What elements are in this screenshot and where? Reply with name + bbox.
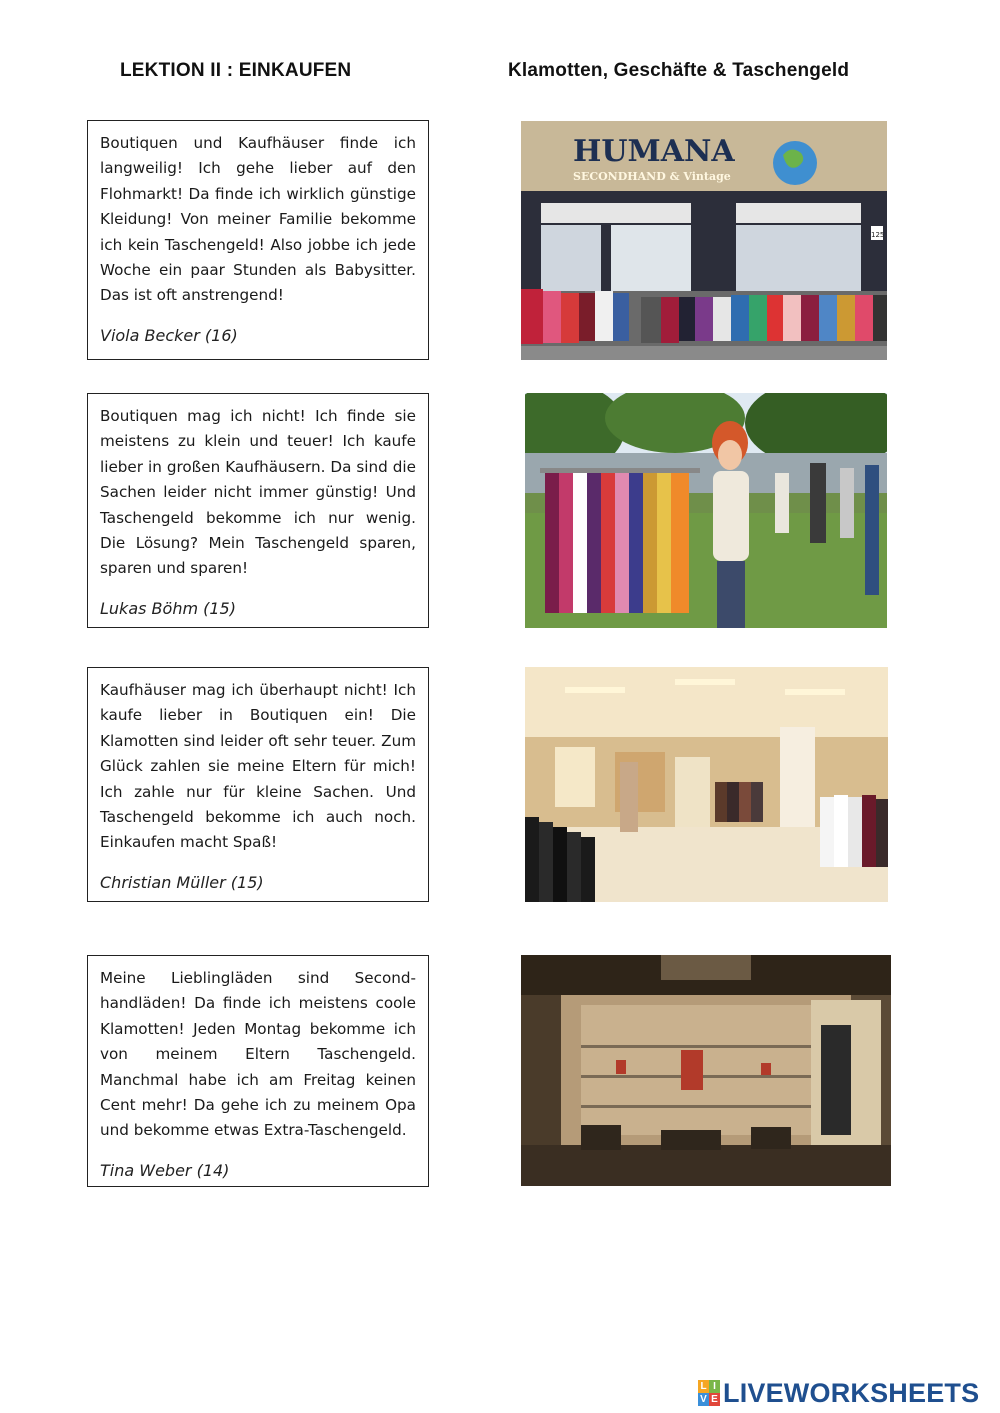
brand-text: LIVEWORKSHEETS: [723, 1377, 980, 1408]
statement-author: Tina Weber (14): [100, 1160, 230, 1180]
statement-author: Viola Becker (16): [100, 325, 238, 345]
statement-card-tina: [87, 955, 429, 1187]
statement-card-viola: [87, 120, 429, 360]
statement-text: Kaufhäuser mag ich überhaupt nicht! Ich kaufe lieber in Boutiquen ein! Die Klamotten sind leider oft sehr teuer. Zum Glück zahlen sie meine Eltern für mich! Ich zahle nur für kleine Sachen. Und Taschengeld bekomme ich auch noch. Einkaufen macht Spaß!: [100, 681, 416, 852]
house-number-text: 125: [871, 231, 885, 239]
shop-sign-text: HUMANA: [573, 134, 735, 169]
liveworksheets-icon: L I V E: [698, 1380, 720, 1406]
statement-author: Christian Müller (15): [100, 872, 264, 892]
photo-department-store: [525, 667, 888, 902]
statement-card-lukas: [87, 393, 429, 628]
shop-subtitle-text: SECONDHAND & Vintage: [573, 170, 731, 183]
liveworksheets-logo: [698, 1378, 979, 1408]
photo-boutique: [521, 955, 891, 1186]
photo-secondhand-shop: [521, 121, 887, 360]
statement-author: Lukas Böhm (15): [100, 598, 236, 618]
statement-text: Boutiquen mag ich nicht! Ich finde sie meistens zu klein und teuer! Ich kaufe lieber in großen Kaufhäusern. Da sind die Sachen leider nicht immer günstig! Und Taschengeld bekomme ich nur wenig. Die Lösung? Mein Taschengeld sparen, sparen und sparen!: [100, 407, 416, 578]
topic-title: Klamotten, Geschäfte & Taschengeld: [508, 60, 850, 81]
statement-text: Boutiquen und Kaufhäuser finde ich langweilig! Ich gehe lieber auf den Flohmarkt! Da finde ich wirklich günstige Kleidung! Von meiner Familie bekomme ich kein Taschengeld! Also jobbe ich jede Woche ein paar Stunden als Babysitter. Das ist oft anstrengend!: [100, 134, 416, 305]
statement-text: Meine Lieblingläden sind Second-handläden! Da finde ich meistens coole Klamotten! Jeden Montag bekomme ich von meinem Eltern Taschengeld. Manchmal habe ich am Freitag keinen Cent mehr! Da gehe ich zu meinem Opa und bekomme etwas Extra-Taschengeld.: [100, 969, 416, 1140]
photo-flea-market: [525, 393, 887, 628]
lesson-title: LEKTION II : EINKAUFEN: [120, 60, 352, 81]
statement-card-christian: [87, 667, 429, 902]
